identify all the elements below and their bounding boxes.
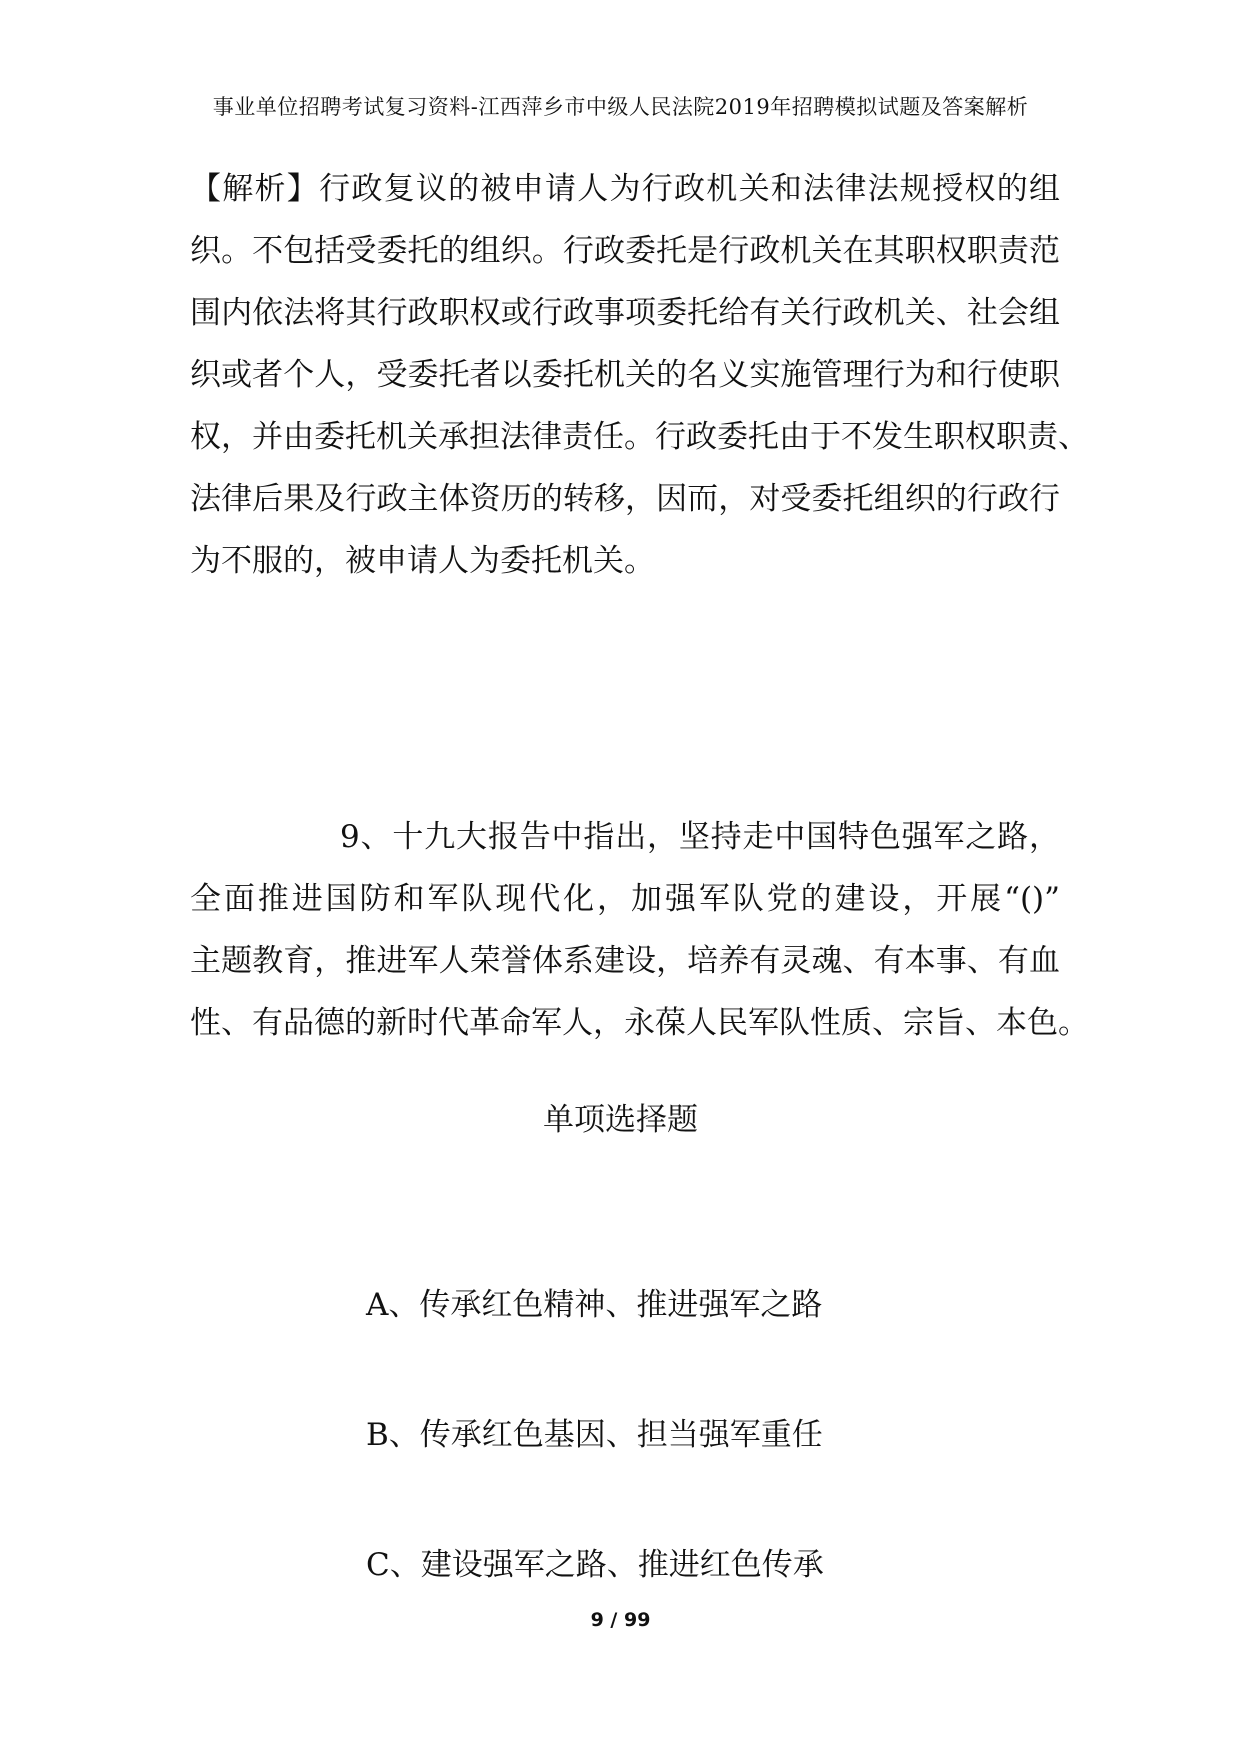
- document-header: 事业单位招聘考试复习资料-江西萍乡市中级人民法院2019年招聘模拟试题及答案解析: [212, 95, 1029, 119]
- question-line: 9、十九大报告中指出，坚持走中国特色强军之路，: [340, 819, 1060, 855]
- question-line: 性、有品德的新时代革命军人，永葆人民军队性质、宗旨、本色。: [190, 1005, 1089, 1041]
- analysis-paragraph: [190, 158, 1089, 592]
- analysis-line: 【解析】行政复议的被申请人为行政机关和法律法规授权的组: [190, 171, 1060, 207]
- question-line: 主题教育，推进军人荣誉体系建设，培养有灵魂、有本事、有血: [190, 943, 1060, 979]
- analysis-line: 围内依法将其行政职权或行政事项委托给有关行政机关、社会组: [190, 295, 1060, 331]
- analysis-line: 为不服的，被申请人为委托机关。: [190, 543, 655, 579]
- analysis-line: 织。不包括受委托的组织。行政委托是行政机关在其职权职责范: [190, 233, 1060, 269]
- option-a: A、传承红色精神、推进强军之路: [366, 1287, 823, 1323]
- question-stem: [190, 806, 1089, 1054]
- page-number: 9 / 99: [590, 1609, 651, 1631]
- question-type-label: 单项选择题: [543, 1102, 698, 1138]
- analysis-line: 法律后果及行政主体资历的转移，因而，对受委托组织的行政行: [190, 481, 1060, 517]
- option-b: B、传承红色基因、担当强军重任: [366, 1417, 823, 1453]
- option-c: C、建设强军之路、推进红色传承: [366, 1547, 824, 1583]
- analysis-line: 织或者个人，受委托者以委托机关的名义实施管理行为和行使职: [190, 357, 1060, 393]
- analysis-line: 权，并由委托机关承担法律责任。行政委托由于不发生职权职责、: [190, 419, 1089, 455]
- question-line: 全面推进国防和军队现代化，加强军队党的建设，开展“()”: [190, 881, 1060, 917]
